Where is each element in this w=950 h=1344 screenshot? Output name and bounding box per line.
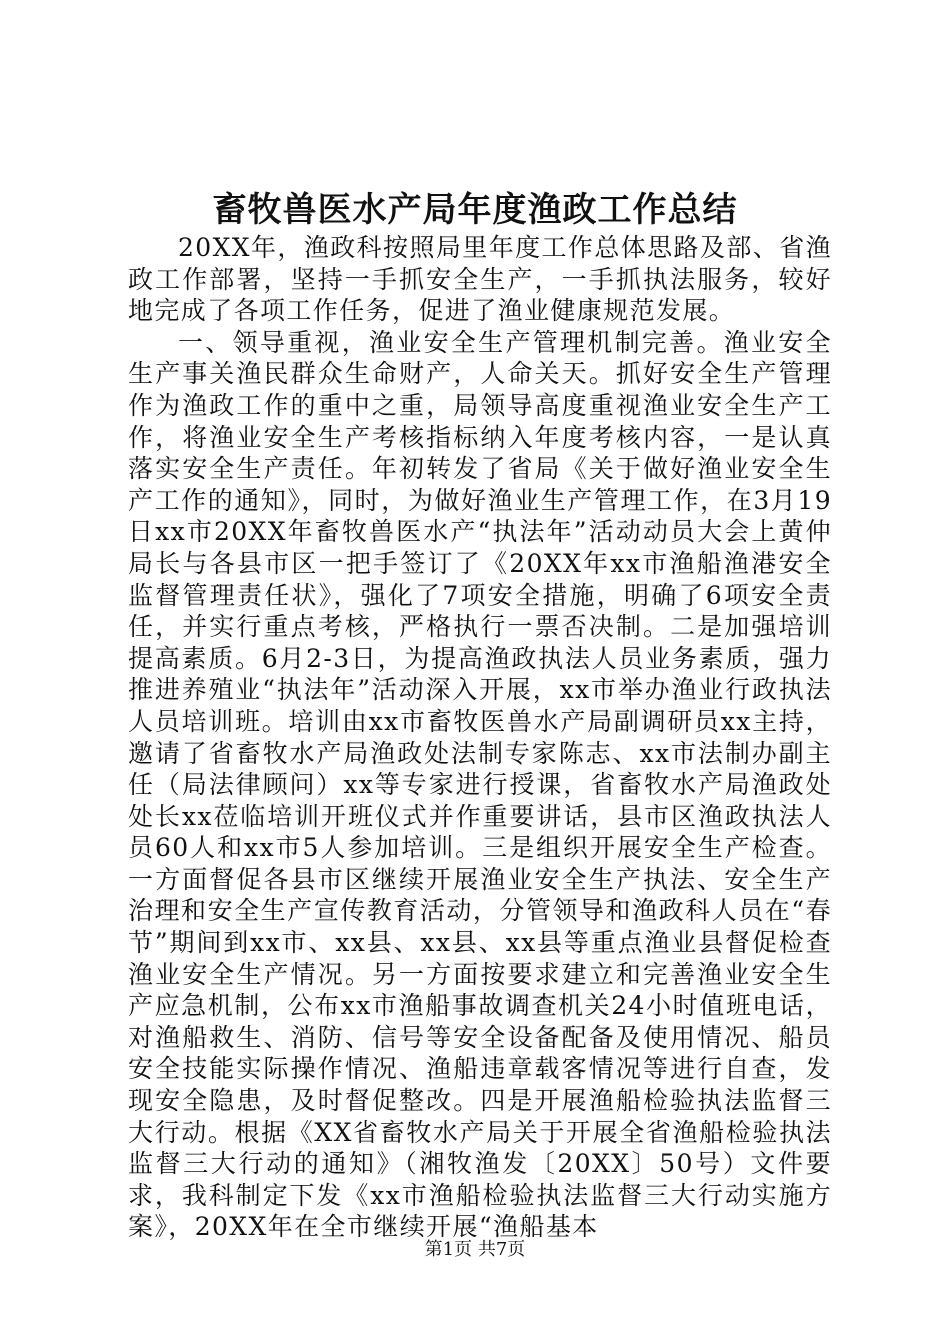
paragraph-section-one: 一、领导重视，渔业安全生产管理机制完善。渔业安全生产事关渔民群众生命财产，人命关天。抓好安全生产管理作为渔政工作的重中之重，局领导高度重视渔业安全生产工作，将渔业安全生产考核指标纳入年度考核内容，一是认真落实安全生产责任。年初转发了省局《关于做好渔业安全生产工作的通知》，同时，为做好渔业生产管理工作，在3月19日xx市20XX年畜牧兽医水产“执法年”活动动员大会上黄仲局长与各县市区一把手签订了《20XX年xx市渔船渔港安全监督管理责任状》，强化了7项安全措施，明确了6项安全责任，并实行重点考核，严格执行一票否决制。二是加强培训提高素质。6月2-3日，为提高渔政执法人员业务素质，强力推进养殖业“执法年”活动深入开展，xx市举办渔业行政执法人员培训班。培训由xx市畜牧医兽水产局副调研员xx主持，邀请了省畜牧水产局渔政处法制专家陈志、xx市法制办副主任（局法律顾问）xx等专家进行授课，省畜牧水产局渔政处处长xx莅临培训开班仪式并作重要讲话，县市区渔政执法人员60人和xx市5人参加培训。三是组织开展安全生产检查。一方面督促各县市区继续开展渔业安全生产执法、安全生产治理和安全生产宣传教育活动，分管领导和渔政科人员在“春节”期间到xx市、xx县、xx县、xx县等重点渔业县督促检查渔业安全生产情况。另一方面按要求建立和完善渔业安全生产应急机制，公布xx市渔船事故调查机关24小时值班电话，对渔船救生、消防、信号等安全设备配备及使用情况、船员安全技能实际操作情况、渔船违章载客情况等进行自查，发现安全隐患，及时督促整改。四是开展渔船检验执法监督三大行动。根据《XX省畜牧水产局关于开展全省渔船检验执法监督三大行动的通知》（湘牧渔发〔20XX〕50号）文件要求，我科制定下发《xx市渔船检验执法监督三大行动实施方案》，20XX年在全市继续开展“渔船基本 xyxy=(128,327,832,1242)
document-title: 畜牧兽医水产局年度渔政工作总结 xyxy=(212,190,738,230)
paragraph-intro: 20XX年，渔政科按照局里年度工作总体思路及部、省渔政工作部署，坚持一手抓安全生产，一手抓执法服务，较好地完成了各项工作任务，促进了渔业健康规范发展。 xyxy=(128,233,832,326)
page-number-footer: 第1页 共7页 xyxy=(424,1239,526,1260)
document-body xyxy=(128,232,832,1243)
